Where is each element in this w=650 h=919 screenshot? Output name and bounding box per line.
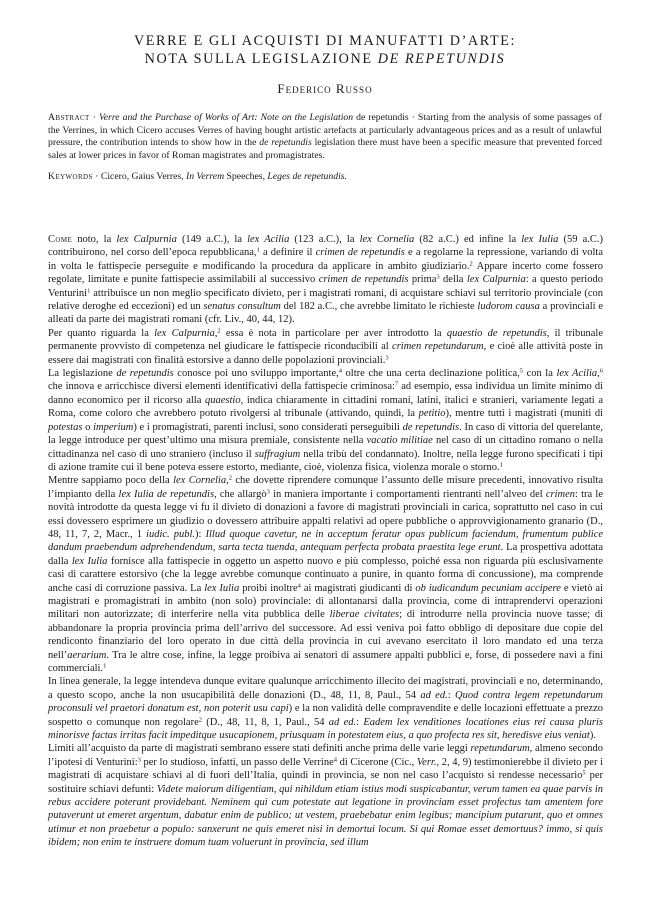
abstract bbox=[48, 112, 602, 163]
text-run: in maniera importante i comportamenti rientranti nell’alveo del bbox=[269, 488, 546, 500]
keywords-italic-1: In Verrem bbox=[185, 171, 225, 182]
paper-title-line-2 bbox=[0, 51, 650, 68]
text-run: ), mentre tutti i magistrati (muniti di bbox=[445, 408, 603, 420]
text-run: che dovette riprendere comunque l’assunto delle misure precedenti, innovativo risulta l’impianto della bbox=[48, 475, 603, 500]
body-paragraph-1 bbox=[48, 233, 603, 327]
text-run: conosce poi uno sviluppo importante, bbox=[173, 368, 339, 380]
keywords-italic-2: Leges de repetundis. bbox=[267, 171, 347, 182]
italic-run: ad ed. bbox=[420, 689, 448, 701]
italic-run: crimen de repetundis bbox=[315, 247, 405, 259]
text-run: prima bbox=[408, 274, 437, 286]
italic-run: liberae civitates bbox=[329, 609, 400, 621]
text-run: (59 a.C.) contribuirono, nel corso dell’epoca repubblicana, bbox=[48, 234, 603, 259]
italic-run: ludorom causa bbox=[477, 301, 540, 313]
italic-run: Verr. bbox=[416, 756, 437, 768]
italic-run: lex Calpurnia bbox=[154, 327, 215, 339]
italic-run: ad ed. bbox=[328, 716, 357, 728]
italic-run: lex Cornelia bbox=[359, 234, 415, 245]
body-paragraph-6 bbox=[48, 742, 603, 849]
footnote-ref: 2 bbox=[217, 327, 221, 335]
italic-run: lex Iulia bbox=[71, 555, 108, 567]
italic-run: lex Iulia bbox=[521, 234, 559, 245]
footnote-ref: 3 bbox=[436, 273, 440, 281]
text-run: ai magistrati giudicanti di bbox=[300, 582, 416, 594]
footnote-ref: 1 bbox=[103, 662, 107, 670]
text-run: nel caso di un cittadino romano o nella cittadinanza nel caso di uno straniero (incluso il bbox=[48, 435, 603, 460]
footnote-ref: 4 bbox=[297, 582, 301, 590]
body-paragraph-4 bbox=[48, 474, 603, 675]
text-run: . La prospettiva adottata dalla bbox=[48, 542, 603, 567]
small-caps-run: Come bbox=[48, 234, 73, 245]
italic-run: lex Iulia de repetundis bbox=[118, 488, 215, 500]
text-run: ) e i promagistrati, parenti inclusi, sono considerati perseguibili bbox=[133, 421, 403, 433]
italic-run: Illud quoque cavetur, ne in acceptum feratur opus publicum faciendum, frumentum publice dandum praebendum adprehendendum, sarta tecta tuenda, antequam perfecta probata praestita lege erunt bbox=[48, 528, 604, 554]
italic-run: ob iudicandum pecuniam accipere bbox=[415, 582, 561, 594]
text-run: . Tra le altre cose, infine, la legge proibiva ai senatori di assumere appalti pubblici e, forse, di possedere navi a fini commerciali. bbox=[48, 649, 603, 674]
footnote-ref: 2 bbox=[469, 260, 473, 268]
italic-run: Quod contra legem repetundarum proconsuli vel praetori donatum est, non poterit usu capi bbox=[48, 689, 604, 715]
text-run: (123 a.C.), la bbox=[289, 234, 360, 245]
footnote-ref: 5 bbox=[582, 769, 586, 777]
text-run: , che allargò bbox=[214, 488, 267, 500]
text-run: essa è nota in particolare per aver introdotto la bbox=[220, 327, 447, 339]
text-run: : bbox=[447, 689, 456, 701]
body-paragraph-2 bbox=[48, 327, 603, 367]
text-run: , e cioè alle attività poste in essere dai magistrati con finalità estorsive a danno delle popolazioni provinciali. bbox=[48, 341, 603, 366]
text-run: che innova e arricchisce diversi elementi identificativi della fattispecie criminosa: bbox=[48, 381, 395, 393]
text-run: , bbox=[226, 475, 229, 487]
text-run: o bbox=[82, 421, 94, 433]
text-run: , indica chiaramente in cittadini romani, latini, italici e stranieri, variamente legati a Roma, come coloro che avrebbero potuto rivolgersi al tribunale (attivando, quindi, la bbox=[48, 394, 603, 420]
keywords-text-2: Speeches, bbox=[224, 171, 268, 182]
italic-run: vacatio militiae bbox=[366, 435, 433, 447]
italic-run: senatus consultum bbox=[203, 301, 281, 313]
text-run: del 182 a.C., che avrebbe limitato le richieste bbox=[280, 301, 478, 313]
abstract-label: Abstract bbox=[48, 112, 90, 123]
italic-run: quaestio de repetundis bbox=[446, 327, 547, 339]
text-run: e a regolarne la repressione, variando di volta in volta le fattispecie perseguite e modificando la procedura da applicare in ambito giudiziario. bbox=[48, 247, 603, 272]
text-run: : a questo periodo Venturini bbox=[48, 274, 603, 299]
footnote-ref: 2 bbox=[198, 716, 202, 724]
italic-run: petitio bbox=[418, 408, 446, 420]
paper-title-line-1: VERRE E GLI ACQUISTI DI MANUFATTI D’ARTE: bbox=[133, 33, 517, 49]
footnote-ref: 4 bbox=[333, 756, 338, 764]
text-run: con la bbox=[523, 368, 557, 380]
paper-title-text: NOTA SULLA LEGISLAZIONE bbox=[144, 51, 373, 67]
abstract-text-2: legislation there must have been a specific measure that prevented forced sales at lower prices in favor of Roman magistrates and promagistrates. bbox=[48, 137, 602, 162]
text-run: nella tribù del condannato). Inoltre, nella legge furono specificati i tipi di azione tramite cui il bene poteva essere estorto, mediante, cioè, violenza fisica, violenza morale o storno. bbox=[48, 448, 603, 473]
italic-run: potestas bbox=[48, 421, 83, 433]
italic-run: aerarium bbox=[67, 649, 107, 661]
italic-run: de repetundis bbox=[116, 368, 174, 380]
text-run: , il tribunale permanente provvisto di competenza nel giudicare le fattispecie riconducibili al bbox=[48, 327, 603, 353]
text-run: (149 a.C.), la bbox=[176, 234, 248, 245]
footnote-ref: 1 bbox=[256, 246, 260, 254]
keywords bbox=[48, 171, 602, 184]
text-run: In linea generale, la legge intendeva dunque evitare qualunque arricchimento illecito dei magistrati, provinciali e no, determinando, a questo scopo, anche la non usucapibilità delle donazioni (D., 48, 11, 8, Paul., 54 bbox=[48, 676, 603, 701]
text-run: a definire il bbox=[259, 247, 316, 259]
abstract-italic-term: de repetundis bbox=[259, 137, 312, 149]
abstract-english-title: Verre and the Purchase of Works of Art: Note on the Legislation bbox=[98, 112, 354, 123]
italic-run: suffragium bbox=[254, 448, 301, 460]
italic-run: lex Acilia bbox=[556, 368, 598, 380]
italic-run: de repetundis bbox=[402, 421, 460, 433]
text-run: della bbox=[439, 274, 467, 286]
text-run: ) e la non validità delle compravendite e delle locazioni effettuate a prezzo sospetto o comunque non regolare bbox=[48, 703, 603, 728]
footnote-ref: 3 bbox=[385, 354, 389, 362]
body-text bbox=[48, 233, 603, 850]
keywords-label: Keywords bbox=[48, 171, 93, 182]
italic-run: crimen de repetundis bbox=[318, 274, 409, 286]
text-run: , bbox=[214, 327, 218, 339]
text-run: di Cicerone (Cic., bbox=[337, 756, 417, 768]
text-run: ; di introdurre nella provincia nuove tasse; di abbandonare la propria provincia prima dell’arrivo del successore. Ad essi veniva poi fatto obbligo di depositare due copie del rendiconto finanziario del loro operato in due città della provincia in cui avevano esercitato il loro mandato ed una terza nell’ bbox=[48, 609, 603, 661]
footnote-ref: 2 bbox=[228, 474, 232, 482]
text-run: proibì inoltre bbox=[239, 582, 298, 594]
italic-run: repetundarum bbox=[470, 743, 530, 755]
footnote-ref: 3 bbox=[137, 756, 141, 764]
footnote-ref: 1 bbox=[87, 287, 91, 295]
italic-run: lex Calpurnia bbox=[116, 234, 177, 245]
text-run: fornisce alla fattispecie in oggetto un aspetto nuovo e più complesso, poiché essa non riguarda più esclusivamente casi di carattere estorsivo (che la legge avrebbe comunque continuato a punire, in quanto forma di concussione), ma comprende anche casi di corruzione passiva. La bbox=[48, 555, 603, 594]
footnote-ref: 5 bbox=[519, 367, 524, 375]
footnote-ref: 4 bbox=[338, 367, 342, 375]
text-run: , almeno secondo l’ipotesi di Venturini: bbox=[48, 743, 604, 768]
text-run: (82 a.C.) ed infine la bbox=[414, 234, 522, 245]
keywords-text-1: · Cicero, Gaius Verres, bbox=[92, 171, 186, 182]
text-run: per lo studioso, infatti, un passo delle Verrine bbox=[140, 756, 334, 768]
text-run: ). bbox=[589, 730, 596, 742]
italic-run: crimen repetundarum bbox=[392, 341, 484, 353]
footnote-ref: 1 bbox=[499, 461, 503, 469]
body-paragraph-5 bbox=[48, 675, 603, 742]
text-run: , 2, 4, 9) testimonierebbe il divieto per i magistrati di acquistare schiavi al di fuori dell’Italia, quindi in provincia, se non nel caso l’acquisto si rendesse necessario bbox=[48, 756, 603, 782]
italic-run: Eadem lex venditiones locationes eius rei causa pluris minorisve factas irritas facit impeditque usucapionem, priusquam in potestatem eius, a quo profecta res sit, heredisve eius veniat bbox=[48, 716, 603, 742]
text-run: a provinciali e alleati da parte dei magistrati romani (cfr. Liv., 40, 44, 12). bbox=[48, 301, 603, 326]
italic-run: Videte maiorum diligentiam, qui nihildum etiam istius modi suspicabantur, verum tamen ea quae parvis in rebus accidere poterant providebant. Neminem qui cum potestate aut legatione in provinciam esset profectus tam amentem fore putaverunt ut emeret argentum, dabatur enim de publico; ut vestem, praebebatur enim legibus; mancipium putarunt, quo et omnes utimur et non praebetur a populo: sanxerunt ne quis emeret nisi in demortui locum. Si qui Romae esset demortuus? immo, si quis ibidem; non enim te instruere domum tuam voluerunt in provincia, sed illum bbox=[48, 783, 603, 849]
footnote-ref: 3 bbox=[266, 488, 270, 496]
text-run: : bbox=[356, 716, 364, 728]
paper-title-italic: DE REPETUNDIS bbox=[377, 51, 506, 67]
text-run: Appare incerto come fossero regolate, limitate e punite fattispecie assimilabili al successivo bbox=[48, 260, 603, 286]
text-run: ): bbox=[195, 528, 206, 540]
italic-run: iudic. publ. bbox=[146, 528, 196, 540]
text-run: (D., 48, 11, 8, 1, Paul., 54 bbox=[202, 716, 329, 728]
italic-run: imperium bbox=[93, 421, 134, 433]
body-paragraph-3 bbox=[48, 367, 603, 474]
italic-run: lex Acilia bbox=[247, 234, 290, 245]
italic-run: lex Iulia bbox=[204, 582, 240, 594]
text-run: . In caso di vittoria del querelante, la legge introduce per quest’ultimo una misura premiale, consistente nella bbox=[48, 421, 604, 447]
italic-run: lex Calpurnia bbox=[466, 274, 526, 286]
text-run: : tra le novità introdotte da questa legge vi fu il divieto di donazioni a favore di magistrati provinciali in carica, soprattutto nel caso in cui essi dovessero esprimere un giudizio o dovessero attribuire appalti relativi ad opere pubbliche o approvvigionamento granario (D., 48, 11, 7, 2, Macr., 1 bbox=[48, 488, 603, 540]
abstract-separator: · bbox=[89, 112, 99, 123]
text-run: La legislazione bbox=[48, 368, 117, 380]
italic-run: crimen bbox=[545, 488, 576, 500]
text-run: Limiti all’acquisto da parte di magistrati sembrano essere stati definiti anche prima delle varie leggi bbox=[48, 743, 471, 755]
text-run: attribuisce un non meglio specificato divieto, per i magistrati romani, di acquistare schiavi sul territorio provinciale (con relative deroghe ed eccezioni) ed un bbox=[48, 287, 603, 313]
text-run: noto, la bbox=[72, 234, 117, 245]
italic-run: quaestio bbox=[205, 394, 241, 406]
text-run: oltre che una certa declinazione politica, bbox=[341, 368, 520, 380]
text-run: , bbox=[597, 368, 600, 380]
footnote-ref: 6 bbox=[599, 367, 603, 375]
author-name: Federico Russo bbox=[277, 81, 373, 96]
text-run: per sostituire schiavi defunti: bbox=[48, 770, 603, 795]
abstract-text-1: de repetundis · Starting from the analysis of some passages of the Verrines, in which Cicero accuses Verres of having bought artistic artefacts at particularly advantageous prices and as a result of unlawful pressure, the contribution intends to show how in the bbox=[48, 112, 603, 149]
text-run: ad esempio, essa individua un limite minimo di danno economico per il ricorso alla bbox=[48, 381, 604, 406]
text-run: Mentre sappiamo poco della bbox=[48, 475, 174, 487]
text-run: Per quanto riguarda la bbox=[48, 327, 155, 339]
footnote-ref: 7 bbox=[394, 380, 399, 388]
text-run: e vietò ai magistrati e promagistrati in ambito (non solo) provinciale: di allontanarsi dalla provincia, come di intraprendervi operazioni militari non autorizzate; di interferire nella vita pubblica delle bbox=[48, 582, 603, 621]
italic-run: lex Cornelia bbox=[173, 475, 227, 487]
